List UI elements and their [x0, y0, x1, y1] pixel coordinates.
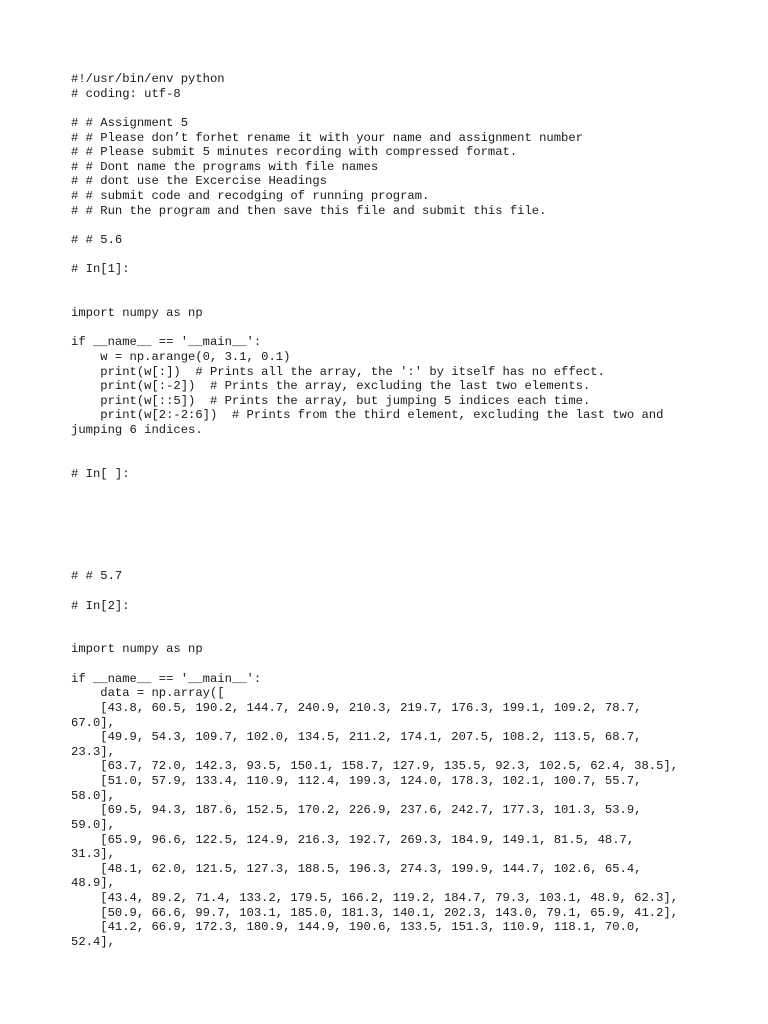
- code-line: [49.9, 54.3, 109.7, 102.0, 134.5, 211.2, 174.1, 207.5, 108.2, 113.5, 68.7,: [71, 730, 642, 745]
- code-line: # # Please don’t forhet rename it with your name and assignment number: [71, 130, 583, 145]
- code-line: # # Dont name the programs with file names: [71, 159, 379, 174]
- blank-line: [71, 438, 678, 453]
- code-line: # # 5.7: [71, 569, 123, 584]
- code-line: 67.0],: [71, 715, 115, 730]
- code-line: [63.7, 72.0, 142.3, 93.5, 150.1, 158.7, 127.9, 135.5, 92.3, 102.5, 62.4, 38.5],: [71, 759, 679, 774]
- blank-line: [71, 482, 678, 497]
- code-line: [41.2, 66.9, 172.3, 180.9, 144.9, 190.6, 133.5, 151.3, 110.9, 118.1, 70.0,: [71, 920, 642, 935]
- code-line: print(w[:]) # Prints all the array, the ':' by itself has no effect.: [71, 364, 605, 379]
- code-line: import numpy as np: [71, 642, 203, 657]
- code-line: # coding: utf-8: [71, 86, 181, 101]
- code-line: w = np.arange(0, 3.1, 0.1): [71, 349, 291, 364]
- blank-line: [71, 248, 678, 263]
- blank-line: [71, 628, 678, 643]
- code-line: # # 5.6: [71, 232, 123, 247]
- code-line: [50.9, 66.6, 99.7, 103.1, 185.0, 181.3, 140.1, 202.3, 143.0, 79.1, 65.9, 41.2],: [71, 905, 679, 920]
- blank-line: [71, 657, 678, 672]
- code-line: import numpy as np: [71, 306, 203, 320]
- code-line: # # dont use the Excercise Headings: [71, 174, 327, 189]
- code-line: [43.4, 89.2, 71.4, 133.2, 179.5, 166.2, 119.2, 184.7, 79.3, 103.1, 48.9, 62.3],: [71, 891, 679, 905]
- code-line: [43.8, 60.5, 190.2, 144.7, 240.9, 210.3, 219.7, 176.3, 199.1, 109.2, 78.7,: [71, 700, 642, 715]
- code-line: 52.4],: [71, 934, 115, 949]
- code-line: # # Please submit 5 minutes recording with compressed format.: [71, 145, 518, 160]
- blank-line: [71, 613, 678, 628]
- code-line: [65.9, 96.6, 122.5, 124.9, 216.3, 192.7, 269.3, 184.9, 149.1, 81.5, 48.7,: [71, 832, 635, 847]
- code-line: 48.9],: [71, 876, 115, 891]
- code-line: if __name__ == '__main__':: [71, 671, 262, 686]
- blank-line: [71, 218, 678, 233]
- blank-line: [71, 511, 678, 526]
- code-line: [48.1, 62.0, 121.5, 127.3, 188.5, 196.3, 274.3, 199.9, 144.7, 102.6, 65.4,: [71, 861, 642, 876]
- blank-line: [71, 525, 678, 540]
- code-line: # # Assignment 5: [71, 115, 189, 130]
- blank-line: [71, 452, 678, 467]
- blank-line: [71, 291, 678, 306]
- blank-line: [71, 584, 678, 599]
- code-listing: [71, 72, 678, 950]
- code-line: # In[ ]:: [71, 466, 130, 481]
- code-line: 59.0],: [71, 817, 115, 832]
- code-line: # In[2]:: [71, 598, 130, 613]
- blank-line: [71, 277, 678, 292]
- code-line: [51.0, 57.9, 133.4, 110.9, 112.4, 199.3, 124.0, 178.3, 102.1, 100.7, 55.7,: [71, 774, 642, 788]
- blank-line: [71, 496, 678, 511]
- blank-line: [71, 540, 678, 555]
- code-line: print(w[:-2]) # Prints the array, excluding the last two elements.: [71, 379, 591, 394]
- blank-line: [71, 101, 678, 116]
- code-line: data = np.array([: [71, 686, 225, 701]
- code-line: 23.3],: [71, 744, 115, 759]
- code-line: #!/usr/bin/env python: [71, 72, 225, 86]
- code-line: # In[1]:: [71, 262, 130, 277]
- code-line: 58.0],: [71, 788, 115, 803]
- code-line: print(w[2:-2:6]) # Prints from the third element, excluding the last two and: [71, 408, 664, 423]
- code-line: # # Run the program and then save this file and submit this file.: [71, 203, 547, 218]
- code-line: 31.3],: [71, 847, 115, 862]
- code-line: [69.5, 94.3, 187.6, 152.5, 170.2, 226.9, 237.6, 242.7, 177.3, 101.3, 53.9,: [71, 803, 642, 818]
- code-line: jumping 6 indices.: [71, 423, 203, 437]
- blank-line: [71, 321, 678, 336]
- blank-line: [71, 555, 678, 570]
- code-line: if __name__ == '__main__':: [71, 335, 262, 350]
- code-line: # # submit code and recodging of running program.: [71, 189, 430, 203]
- code-line: print(w[::5]) # Prints the array, but jumping 5 indices each time.: [71, 393, 591, 408]
